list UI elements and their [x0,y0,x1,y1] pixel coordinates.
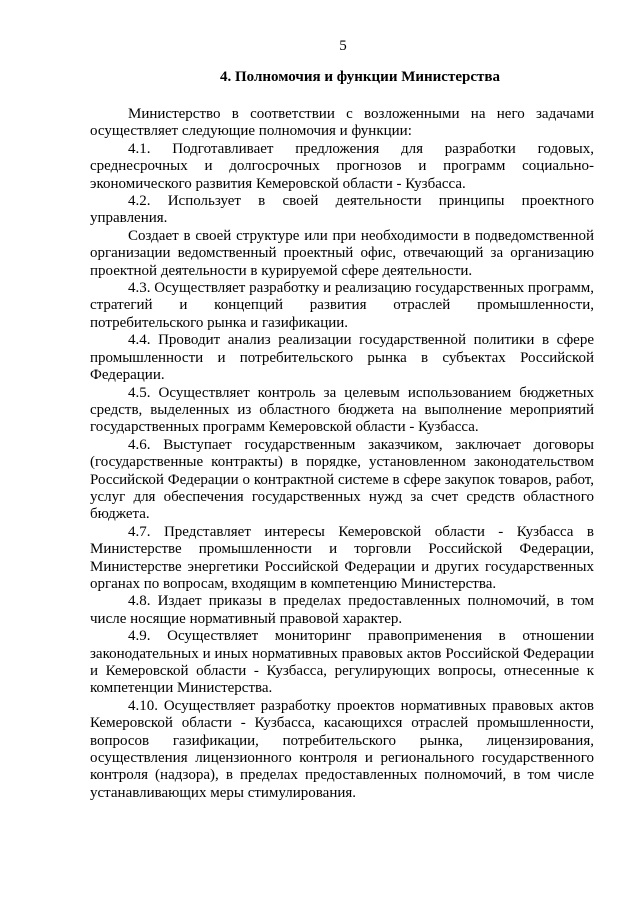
paragraph-4-6: 4.6. Выступает государственным заказчиком, заключает договоры (государственные контракты) в порядке, установленном законодательством Российской Федерации о контрактной системе в сфере закупок товаров, работ, услуг для обеспечения государственных нужд за счет средств областного бюджета. [90,436,594,523]
section-heading: 4. Полномочия и функции Министерства [220,69,500,85]
document-body [90,106,594,802]
paragraph-4-2-office: Создает в своей структуре или при необходимости в подведомственной организации ведомственный проектный офис, отвечающий за организацию проектной деятельности в курируемой сфере деятельности. [90,227,594,279]
paragraph-4-10: 4.10. Осуществляет разработку проектов нормативных правовых актов Кемеровской области - Кузбасса, касающихся отраслей промышленности, вопросов газификации, потребительского рынка, лицензирования, осуществления лицензионного контроля и регионального государственного контроля (надзора), в пределах предоставленных полномочий, в том числе устанавливающих меры стимулирования. [90,697,594,801]
paragraph-4-7: 4.7. Представляет интересы Кемеровской области - Кузбасса в Министерстве промышленности и торговли Российской Федерации, Министерстве энергетики Российской Федерации и других государственных органах по вопросам, входящим в компетенцию Министерства. [90,523,594,592]
page-number: 5 [339,38,347,54]
paragraph-4-3: 4.3. Осуществляет разработку и реализацию государственных программ, стратегий и концепций развития отраслей промышленности, потребительского рынка и газификации. [90,280,594,331]
paragraph-4-4: 4.4. Проводит анализ реализации государственной политики в сфере промышленности и потребительского рынка в субъектах Российской Федерации. [90,332,594,384]
paragraph-4-5: 4.5. Осуществляет контроль за целевым использованием бюджетных средств, выделенных из областного бюджета на выполнение мероприятий государственных программ Кемеровской области - Кузбасса. [90,384,594,436]
paragraph-4-1: 4.1. Подготавливает предложения для разработки годовых, среднесрочных и долгосрочных прогнозов и программ социально-экономического развития Кемеровской области - Кузбасса. [90,140,594,192]
paragraph-4-2: 4.2. Использует в своей деятельности принципы проектного управления. [90,193,594,227]
paragraph-4-9: 4.9. Осуществляет мониторинг правоприменения в отношении законодательных и иных нормативных правовых актов Российской Федерации и Кемеровской области - Кузбасса, регулирующих вопросы, отнесенные к компетенции Министерства. [90,628,594,697]
paragraph-4-8: 4.8. Издает приказы в пределах предоставленных полномочий, в том числе носящие нормативный правовой характер. [90,593,594,627]
paragraph-intro: Министерство в соответствии с возложенными на него задачами осуществляет следующие полномочия и функции: [90,106,594,140]
